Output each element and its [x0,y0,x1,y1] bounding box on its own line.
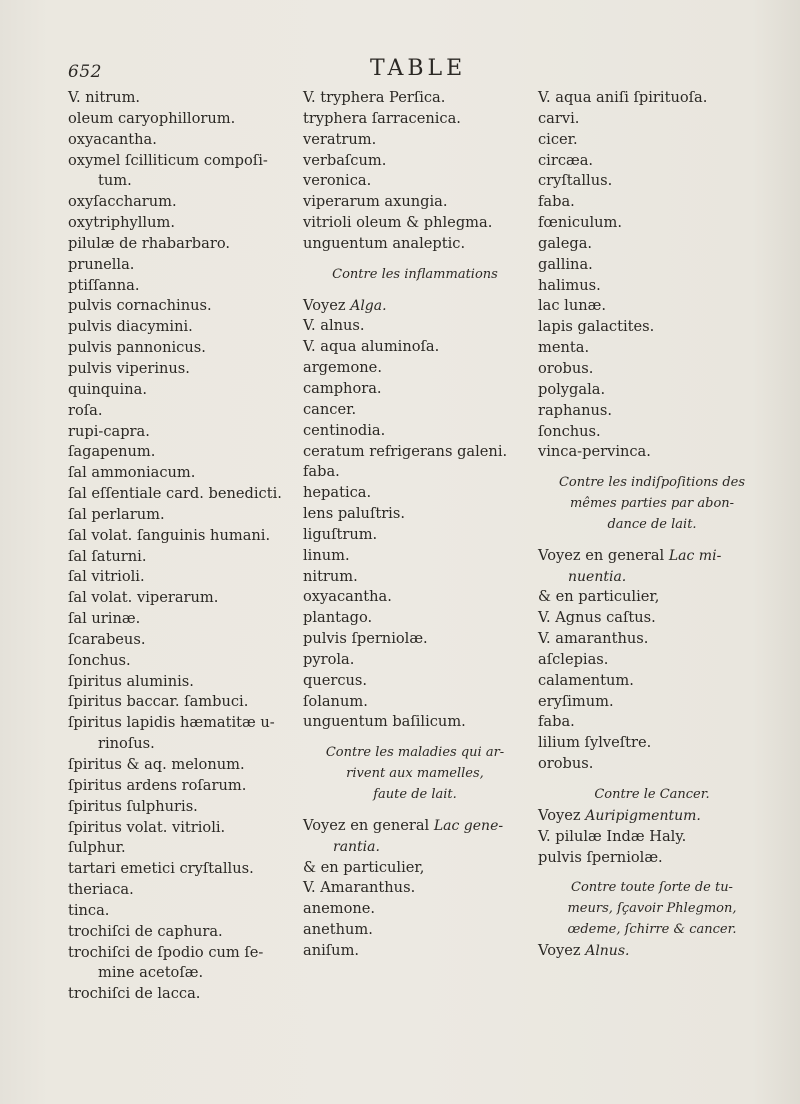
see-target: rantia. [333,838,380,855]
index-entry: oxyacantha. [303,588,392,606]
see-target: Auripigmentum. [585,807,701,824]
index-entry: halimus. [538,276,601,294]
see-reference [538,546,766,567]
index-entry: carvi. [538,109,580,127]
index-entry: pulvis ſperniolæ. [303,630,428,648]
index-entry-continuation: mine acetoſæ. [98,964,204,982]
index-entry: ſcarabeus. [68,630,146,648]
index-entry: lac lunæ. [538,297,607,315]
index-entry: ſal ſaturni. [68,547,147,565]
see-reference [303,816,527,837]
index-entry: cryſtallus. [538,172,613,190]
index-entry: oxyacantha. [68,130,157,148]
index-entry: ſpiritus volat. vitrioli. [68,818,226,836]
index-entry: vitrioli oleum & phlegma. [303,214,493,232]
section-heading: œdeme, ſchirre & cancer. [567,922,737,938]
index-entry: V. amaranthus. [538,630,649,648]
index-entry: trochiſci de lacca. [68,985,201,1003]
index-column-1 [68,88,290,1005]
index-entry: V. Agnus caſtus. [538,609,656,627]
index-entry: pyrola. [303,650,355,668]
section-heading: Contre les indiſpoſitions des [558,475,746,491]
index-entry-continuation: tum. [98,172,132,190]
index-entry: ſpiritus ſulphuris. [68,797,198,815]
index-entry: pilulæ de rhabarbaro. [68,234,230,252]
index-entry: cicer. [538,130,578,148]
index-entry: trochiſci de ſpodio cum ſe- [68,943,264,961]
index-entry: lens paluſtris. [303,505,405,523]
see-prefix: Voyez [538,941,581,959]
index-entry: V. tryphera Perſica. [303,89,446,106]
index-entry: liguſtrum. [303,525,378,543]
running-title: TABLE [370,56,467,81]
index-entry: argemone. [303,359,382,377]
index-entry: ſal ammoniacum. [68,464,196,482]
see-target: Lac gene- [433,817,504,834]
index-entry: ſpiritus aluminis. [68,672,194,690]
index-entry: orobus. [538,755,594,773]
index-entry: aniſum. [303,941,360,959]
index-entry: unguentum analeptic. [303,234,466,252]
index-entry: ſal urinæ. [68,610,141,628]
section-heading: Contre le Cancer. [594,787,710,802]
see-prefix: Voyez en general [303,816,430,834]
index-entry: faba. [538,713,575,731]
section-heading: Contre les inflammations [332,266,498,282]
index-entry: lilium ſylveſtre. [538,734,652,752]
page-number: 652 [68,62,102,82]
index-entry: ptiſſanna. [68,276,140,294]
index-entry: oxytriphyllum. [68,214,175,232]
see-target: Lac mi- [668,547,722,564]
index-entry: ſal vitrioli. [68,568,145,586]
index-entry: galega. [538,234,593,252]
index-entry: ſulphur. [68,839,126,857]
index-entry: gallina. [538,255,593,273]
index-entry: & en particulier, [303,858,425,876]
index-entry: oxymel ſcilliticum compoſi- [68,151,268,169]
see-reference-continuation [303,837,527,858]
index-entry: ſal volat. ſanguinis humani. [68,526,271,544]
section-heading: dance de lait. [607,516,697,532]
index-entry: calamentum. [538,671,634,689]
index-entry: pulvis pannonicus. [68,339,206,357]
index-entry: lapis galactites. [538,318,655,336]
index-entry: camphora. [303,379,382,397]
spacer [538,463,766,473]
section-heading: rivent aux mamelles, [346,766,484,782]
spacer [538,775,766,785]
index-entry: circæa. [538,151,594,169]
spacer [303,733,527,743]
index-entry: ſolanum. [303,692,368,710]
index-entry: trochiſci de caphura. [68,922,223,940]
index-entry: fœniculum. [538,214,623,232]
index-entry: cancer. [303,400,357,418]
index-entry: tartari emetici cryſtallus. [68,860,254,878]
index-entry: hepatica. [303,484,372,502]
section-heading: faute de lait. [373,787,457,802]
index-entry: orobus. [538,359,594,377]
index-entry: ſpiritus lapidis hæmatitæ u- [68,714,275,732]
spacer [303,806,527,816]
index-entry: veronica. [303,172,372,190]
section-heading: meurs, ſçavoir Phlegmon, [567,901,737,917]
see-target: Alga. [350,297,387,314]
see-prefix: Voyez [303,296,346,314]
index-entry: prunella. [68,255,135,273]
index-entry: V. Amaranthus. [303,879,416,897]
see-target: Alnus. [585,942,630,959]
index-entry: aſclepias. [538,650,609,668]
index-column-3 [538,88,766,962]
index-entry: quinquina. [68,380,147,398]
index-entry: verbaſcum. [303,151,387,169]
section-heading: Contre toute ſorte de tu- [571,880,733,896]
spacer [538,868,766,878]
spacer [303,286,527,296]
index-entry: ſonchus. [538,422,601,440]
section-heading: Contre les maladies qui ar- [325,745,505,761]
section-heading: mêmes parties par abon- [569,496,735,512]
index-entry: oleum caryophillorum. [68,109,236,127]
spacer [303,255,527,265]
index-entry: roſa. [68,401,103,419]
index-entry: ſal eſſentiale card. benedicti. [68,485,282,503]
index-entry: polygala. [538,380,606,398]
index-entry: V. pilulæ Indæ Haly. [538,827,687,845]
index-entry: & en particulier, [538,588,660,606]
index-entry: ſagapenum. [68,443,156,461]
index-entry: pulvis diacymini. [68,318,193,336]
see-reference-continuation [538,567,766,588]
index-entry: faba. [303,463,340,481]
see-reference [538,941,766,962]
index-entry: pulvis cornachinus. [68,297,212,315]
index-entry: centinodia. [303,421,386,439]
index-entry: eryſimum. [538,692,614,710]
index-entry-continuation: rinoſus. [98,735,155,753]
index-entry: plantago. [303,609,373,627]
see-prefix: Voyez en general [538,546,665,564]
index-entry: linum. [303,546,350,564]
index-entry: V. alnus. [303,317,365,335]
index-entry: tryphera ſarracenica. [303,109,461,127]
index-entry: ſonchus. [68,651,131,669]
index-entry: V. aqua aniſi ſpirituoſa. [538,89,708,106]
index-entry: pulvis viperinus. [68,359,190,377]
index-entry: nitrum. [303,567,358,585]
index-entry: ſpiritus baccar. ſambuci. [68,693,249,711]
index-entry: ceratum refrigerans galeni. [303,442,508,460]
see-reference [538,806,766,827]
index-entry: ſpiritus & aq. melonum. [68,756,245,773]
index-entry: oxyſaccharum. [68,193,177,211]
see-reference [303,296,527,317]
see-prefix: Voyez [538,806,581,824]
index-entry: tinca. [68,901,110,919]
index-entry: ſal perlarum. [68,505,165,523]
index-entry: V. aqua aluminoſa. [303,338,440,356]
index-entry: theriaca. [68,881,134,899]
index-entry: anethum. [303,921,373,939]
page-header [0,56,800,86]
index-entry: rupi-capra. [68,422,150,440]
index-entry: viperarum axungia. [303,193,448,211]
index-entry: ſpiritus ardens roſarum. [68,776,247,794]
index-entry: unguentum baſilicum. [303,713,466,731]
index-entry: raphanus. [538,401,613,419]
see-target: nuentia. [568,568,627,585]
spacer [538,536,766,546]
index-entry: menta. [538,339,590,357]
index-entry: faba. [538,193,575,211]
index-entry: quercus. [303,671,368,689]
index-entry: pulvis ſperniolæ. [538,848,663,866]
index-entry: anemone. [303,900,376,918]
index-entry: V. nitrum. [68,89,141,106]
index-entry: vinca-pervinca. [538,443,651,461]
index-entry: veratrum. [303,130,377,148]
index-entry: ſal volat. viperarum. [68,589,219,607]
index-column-2 [303,88,527,962]
